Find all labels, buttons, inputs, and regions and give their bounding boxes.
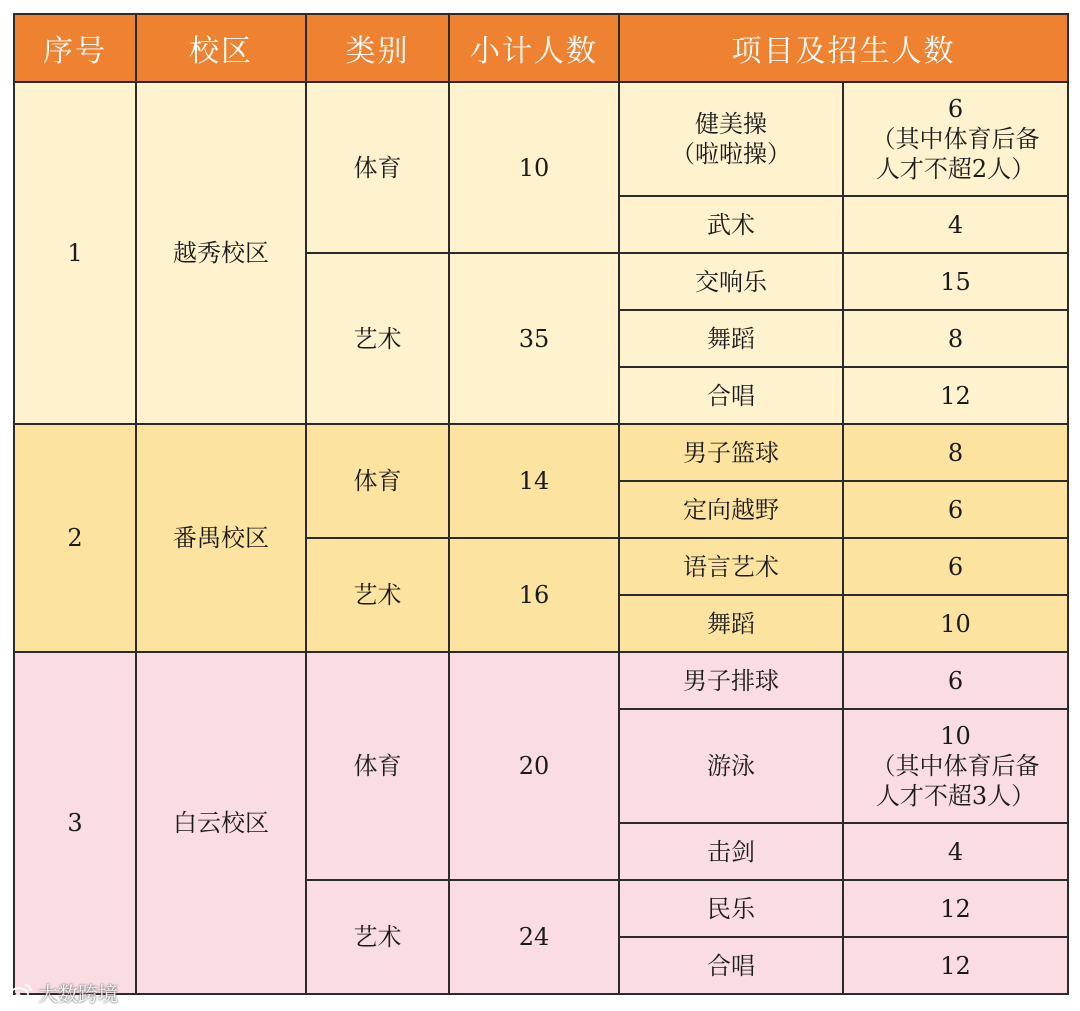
cell-subtotal: 14 bbox=[449, 424, 619, 538]
cell-count bbox=[843, 823, 1068, 880]
project-name-line: 合唱 bbox=[707, 951, 755, 980]
count-line: 4 bbox=[947, 210, 964, 239]
cell-project bbox=[619, 481, 843, 538]
count-line: （其中体育后备 bbox=[871, 125, 1040, 153]
cell-project bbox=[619, 538, 843, 595]
cell-project bbox=[619, 652, 843, 709]
count-line: 12 bbox=[940, 894, 971, 923]
cell-category: 体育 bbox=[306, 424, 449, 538]
cell-campus-name: 越秀校区 bbox=[136, 82, 306, 424]
cell-count bbox=[843, 310, 1068, 367]
cell-seq: 2 bbox=[14, 424, 136, 652]
count-line: 6 bbox=[947, 666, 964, 695]
count-line: 4 bbox=[947, 837, 964, 866]
count-line: 人才不超2人） bbox=[875, 155, 1036, 183]
cell-project bbox=[619, 709, 843, 823]
cell-category: 艺术 bbox=[306, 880, 449, 994]
table-header-row bbox=[14, 14, 1068, 82]
table-row bbox=[14, 82, 1068, 196]
cell-subtotal: 20 bbox=[449, 652, 619, 880]
cell-project bbox=[619, 253, 843, 310]
count-line: 15 bbox=[940, 267, 971, 296]
count-line: 12 bbox=[940, 381, 971, 410]
cell-count bbox=[843, 595, 1068, 652]
project-name-line: 男子排球 bbox=[683, 666, 779, 695]
count-line: （其中体育后备 bbox=[871, 752, 1040, 780]
cell-count bbox=[843, 538, 1068, 595]
header-seq: 序号 bbox=[14, 14, 136, 82]
project-name-line: 舞蹈 bbox=[707, 609, 755, 638]
cell-category: 艺术 bbox=[306, 253, 449, 424]
project-name-line: 健美操 bbox=[695, 110, 767, 138]
count-line: 6 bbox=[947, 95, 964, 123]
cell-count bbox=[843, 880, 1068, 937]
project-name-line: 合唱 bbox=[707, 381, 755, 410]
table-body bbox=[14, 82, 1068, 994]
cell-campus-name: 白云校区 bbox=[136, 652, 306, 994]
table-row bbox=[14, 652, 1068, 709]
cell-count bbox=[843, 937, 1068, 994]
project-name-line: 男子篮球 bbox=[683, 438, 779, 467]
count-line: 6 bbox=[947, 552, 964, 581]
cell-seq: 3 bbox=[14, 652, 136, 994]
header-category: 类别 bbox=[306, 14, 449, 82]
cell-category: 艺术 bbox=[306, 538, 449, 652]
cell-count bbox=[843, 253, 1068, 310]
project-name-line: 定向越野 bbox=[683, 495, 779, 524]
cell-project bbox=[619, 823, 843, 880]
cell-category: 体育 bbox=[306, 82, 449, 253]
project-name-line: （啦啦操） bbox=[671, 140, 791, 168]
count-line: 10 bbox=[940, 722, 971, 750]
cell-project bbox=[619, 937, 843, 994]
cell-subtotal: 16 bbox=[449, 538, 619, 652]
cell-count bbox=[843, 709, 1068, 823]
project-name-line: 语言艺术 bbox=[683, 552, 779, 581]
cell-subtotal: 35 bbox=[449, 253, 619, 424]
cell-seq: 1 bbox=[14, 82, 136, 424]
cell-count bbox=[843, 424, 1068, 481]
cell-subtotal: 24 bbox=[449, 880, 619, 994]
cell-count bbox=[843, 481, 1068, 538]
enrollment-table-container bbox=[13, 13, 1067, 995]
cell-project bbox=[619, 196, 843, 253]
cell-count bbox=[843, 652, 1068, 709]
project-name-line: 民乐 bbox=[707, 894, 755, 923]
count-line: 8 bbox=[947, 324, 964, 353]
count-line: 6 bbox=[947, 495, 964, 524]
project-name-line: 交响乐 bbox=[695, 267, 767, 296]
cell-campus-name: 番禺校区 bbox=[136, 424, 306, 652]
count-line: 人才不超3人） bbox=[875, 782, 1036, 810]
cell-project bbox=[619, 367, 843, 424]
project-name-line: 击剑 bbox=[707, 837, 755, 866]
cell-project bbox=[619, 595, 843, 652]
header-campus: 校区 bbox=[136, 14, 306, 82]
header-project: 项目及招生人数 bbox=[619, 14, 1068, 82]
cell-category: 体育 bbox=[306, 652, 449, 880]
project-name-line: 舞蹈 bbox=[707, 324, 755, 353]
cell-subtotal: 10 bbox=[449, 82, 619, 253]
cell-count bbox=[843, 196, 1068, 253]
enrollment-table bbox=[13, 13, 1069, 995]
header-subtotal: 小计人数 bbox=[449, 14, 619, 82]
count-line: 8 bbox=[947, 438, 964, 467]
project-name-line: 游泳 bbox=[707, 752, 755, 780]
watermark bbox=[8, 978, 118, 1007]
table-row bbox=[14, 424, 1068, 481]
weibo-like-logo-icon bbox=[8, 982, 34, 1004]
cell-project bbox=[619, 880, 843, 937]
count-line: 10 bbox=[940, 609, 971, 638]
project-name-line: 武术 bbox=[707, 210, 755, 239]
watermark-text: 大数跨境 bbox=[38, 982, 118, 1006]
cell-project bbox=[619, 310, 843, 367]
cell-project bbox=[619, 424, 843, 481]
cell-count bbox=[843, 82, 1068, 196]
count-line: 12 bbox=[940, 951, 971, 980]
cell-count bbox=[843, 367, 1068, 424]
cell-project bbox=[619, 82, 843, 196]
